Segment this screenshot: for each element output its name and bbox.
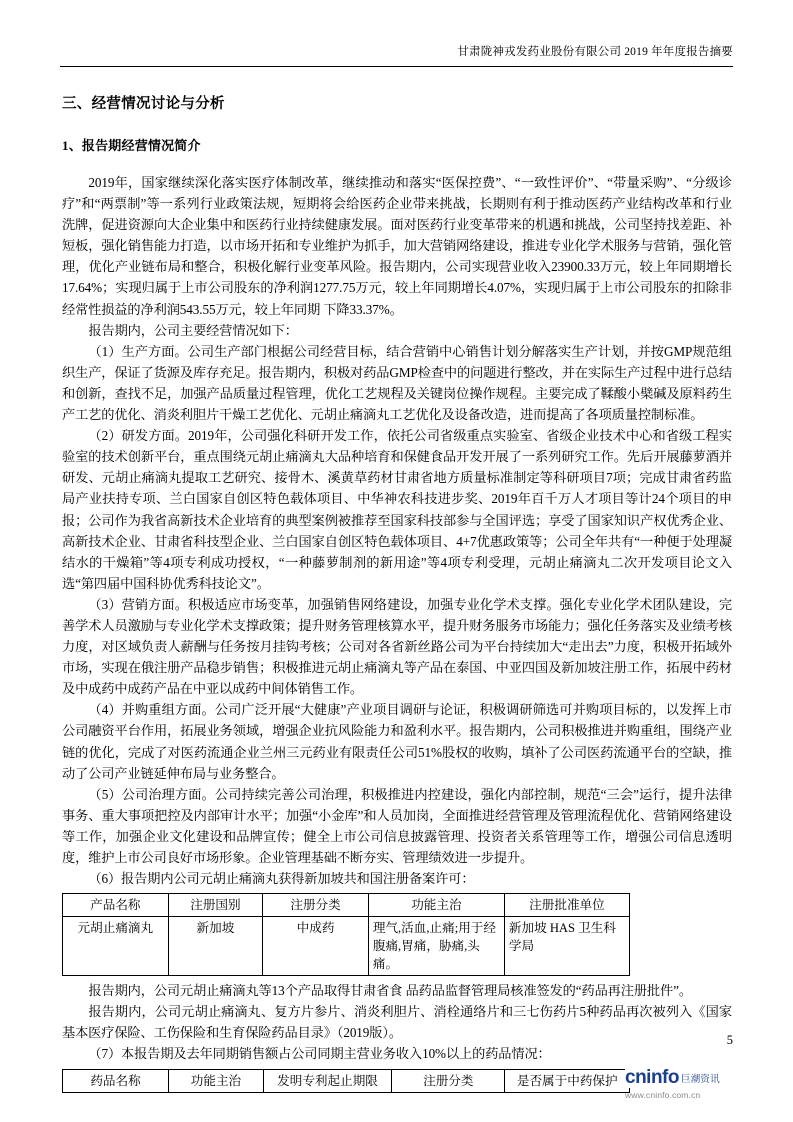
column-header-drug-name: 药品名称 bbox=[63, 1069, 169, 1092]
paragraph-rnd: （2）研发方面。2019年，公司强化科研开发工作，依托公司省级重点实验室、省级企业技术中心和省级工程实验室的技术创新平台，重点围绕元胡止痛滴丸大品种培育和保健食品开发开展了一系列研究工作。先后开展藤萝酒并研发、元胡止痛滴丸提取工艺研究、接骨木、溪黄草药材甘肃省地方质量标准制定等科研项目7项；完成甘肃省药监局产业扶持专项、兰白国家自创区特色载体项目、中华神农科技进步奖、2019年百千万人才项目等计24个项目的申报；公司作为我省高新技术企业培育的典型案例被推荐至国家科技部参与全国评选；享受了国家知识产权优秀企业、高新技术企业、甘肃省科技型企业、兰白国家自创区特色载体项目、4+7优惠政策等；公司全年共有“一种便于处理凝结水的干燥箱”等4项专利成功授权，“一种藤萝制剂的新用途”等4项专利受理，元胡止痛滴丸二次开发项目论文入选“第四届中国科协优秀科技论文”。 bbox=[62, 428, 732, 591]
cninfo-logo-icon bbox=[625, 1068, 679, 1088]
table-header-row bbox=[63, 1069, 630, 1092]
section-title: 三、经营情况讨论与分析 bbox=[62, 96, 225, 112]
table-row bbox=[63, 917, 630, 976]
paragraph-reregistration: 报告期内，公司元胡止痛滴丸等13个产品取得甘肃省食 品药品监督管理局核准签发的“药品再注册批件”。 bbox=[88, 983, 692, 999]
footer-logo bbox=[625, 1068, 735, 1100]
column-header-indication: 功能主治 bbox=[368, 894, 504, 917]
column-header-patent-term: 发明专利起止期限 bbox=[263, 1069, 391, 1092]
logo-url: www.cninfo.com.cn bbox=[625, 1090, 701, 1100]
cell-country: 新加坡 bbox=[168, 917, 263, 976]
paragraph-drug-sales-intro: （7）本报告期及去年同期销售额占公司同期主营业务收入10%以上的药品情况： bbox=[88, 1046, 551, 1062]
paragraph-registration-intro: （6）报告期内公司元胡止痛滴丸获得新加坡共和国注册备案许可： bbox=[88, 871, 475, 887]
cell-category: 中成药 bbox=[263, 917, 369, 976]
logo-dot: o bbox=[667, 1067, 679, 1088]
header-divider bbox=[60, 66, 733, 67]
column-header-authority: 注册批准单位 bbox=[504, 894, 629, 917]
paragraph-overview: 2019年，国家继续深化落实医疗体制改革，继续推动和落实“医保控费”、“一致性评价”、“带量采购”、“分级诊疗”和“两票制”等一系列行业政策法规，短期将会给医药企业带来挑战，长期则有利于推动医药产业结构改革和行业洗牌，促进资源向大企业集中和医药行业持续健康发展。面对医药行业变革带来的机遇和挑战，公司坚持找差距、补短板，强化销售能力打造，以市场开拓和专业维护为抓手，加大营销网络建设，推进专业化学术服务与营销，强化管理，优化产业链布局和整合，积极化解行业变革风险。报告期内，公司实现营业收入23900.33万元，较上年同期增长17.64%；实现归属于上市公司股东的净利润1277.75万元，较上年同期增长4.07%，实现归属于上市公司股东的扣除非经常性损益的净利润543.55万元，较上年同期 下降33.37%。 bbox=[62, 175, 732, 317]
paragraph-governance: （5）公司治理方面。公司持续完善公司治理，积极推进内控建设，强化内部控制，规范“三会”运行，提升法律事务、重大事项把控及内部审计水平；加强“小金库”和人员加岗，全面推进经营管理及管理流程优化、营销网络建设等工作，加强企业文化建设和品牌宣传；健全上市公司信息披露管理、投资者关系管理等工作，增强公司信息透明度，维护上市公司良好市场形象。企业管理基础不断夯实、管理绩效进一步提升。 bbox=[62, 786, 732, 865]
table-header-row bbox=[63, 894, 630, 917]
paragraph-marketing: （3）营销方面。积极适应市场变革，加强销售网络建设，加强专业化学术支撑。强化专业化学术团队建设，完善学术人员激励与专业化学术支撑政策；提升财务管理核算水平，提升财务服务市场能力；强化任务落实及业绩考核力度，对区域负责人薪酬与任务按月挂钩考核；公司对各省新丝路公司为平台持续加大“走出去”力度，积极开拓域外市场，实现在俄注册产品稳步销售；积极推进元胡止痛滴丸等产品在泰国、中亚四国及新加坡注册工作，拓展中药材及中成药中成药产品在中亚以成药中间体销售工作。 bbox=[62, 596, 732, 697]
logo-row bbox=[625, 1068, 735, 1088]
paragraph-insurance-catalog: 报告期内，公司元胡止痛滴丸、复方片参片、消炎利胆片、消栓通络片和三七伤药片5种药品再次被列入《国家基本医疗保险、工伤保险和生育保险药品目录》（2019版）。 bbox=[62, 1004, 732, 1041]
page-content bbox=[62, 92, 732, 1097]
logo-text: cninf bbox=[625, 1067, 668, 1088]
cell-indication: 理气,活血,止痛;用于经腹痛,胃痛，胁痛,头痛。 bbox=[368, 917, 504, 976]
cell-authority: 新加坡 HAS 卫生科学局 bbox=[504, 917, 629, 976]
column-header-tcm-protection: 是否属于中药保护 bbox=[505, 1069, 630, 1092]
column-header-function: 功能主治 bbox=[169, 1069, 264, 1092]
logo-subtitle: 巨潮资讯 bbox=[681, 1074, 720, 1085]
paragraph-intro-list: 报告期内，公司主要经营情况如下： bbox=[88, 322, 298, 338]
drug-sales-table bbox=[62, 1069, 630, 1093]
subsection-title: 1、报告期经营情况简介 bbox=[62, 138, 201, 153]
cell-product: 元胡止痛滴丸 bbox=[63, 917, 169, 976]
running-header: 甘肃陇神戎发药业股份有限公司 2019 年年度报告摘要 bbox=[457, 46, 733, 58]
page-number: 5 bbox=[726, 1033, 733, 1047]
registration-table bbox=[62, 893, 630, 976]
column-header-product: 产品名称 bbox=[63, 894, 169, 917]
column-header-country: 注册国别 bbox=[168, 894, 263, 917]
paragraph-mergers: （4）并购重组方面。公司广泛开展“大健康”产业项目调研与论证，积极调研筛选可并购项目标的，以发挥上市公司融资平台作用，拓展业务领域，增强企业抗风险能力和盈利水平。报告期内，公司积极推进并购重组，围绕产业链的优化，完成了对医药流通企业兰州三元药业有限责任公司51%股权的收购，填补了公司医药流通平台的空缺，推动了公司产业链延伸布局与业务整合。 bbox=[62, 702, 732, 781]
column-header-registration-category: 注册分类 bbox=[392, 1069, 505, 1092]
column-header-category: 注册分类 bbox=[263, 894, 369, 917]
paragraph-production: （1）生产方面。公司生产部门根据公司经营目标，结合营销中心销售计划分解落实生产计划，并按GMP规范组织生产，保证了货源及库存充足。报告期内，积极对药品GMP检查中的问题进行整改，并在实际生产过程中进行总结和创新，查找不足，加强产品质量过程管理，优化工艺规程及关键岗位操作规程。主要完成了鞣酸小檗碱及原料药生产工艺的优化、消炎利胆片干燥工艺优化、元胡止痛滴丸工艺优化及设备改造，进而提高了各项质量控制标准。 bbox=[62, 343, 732, 423]
